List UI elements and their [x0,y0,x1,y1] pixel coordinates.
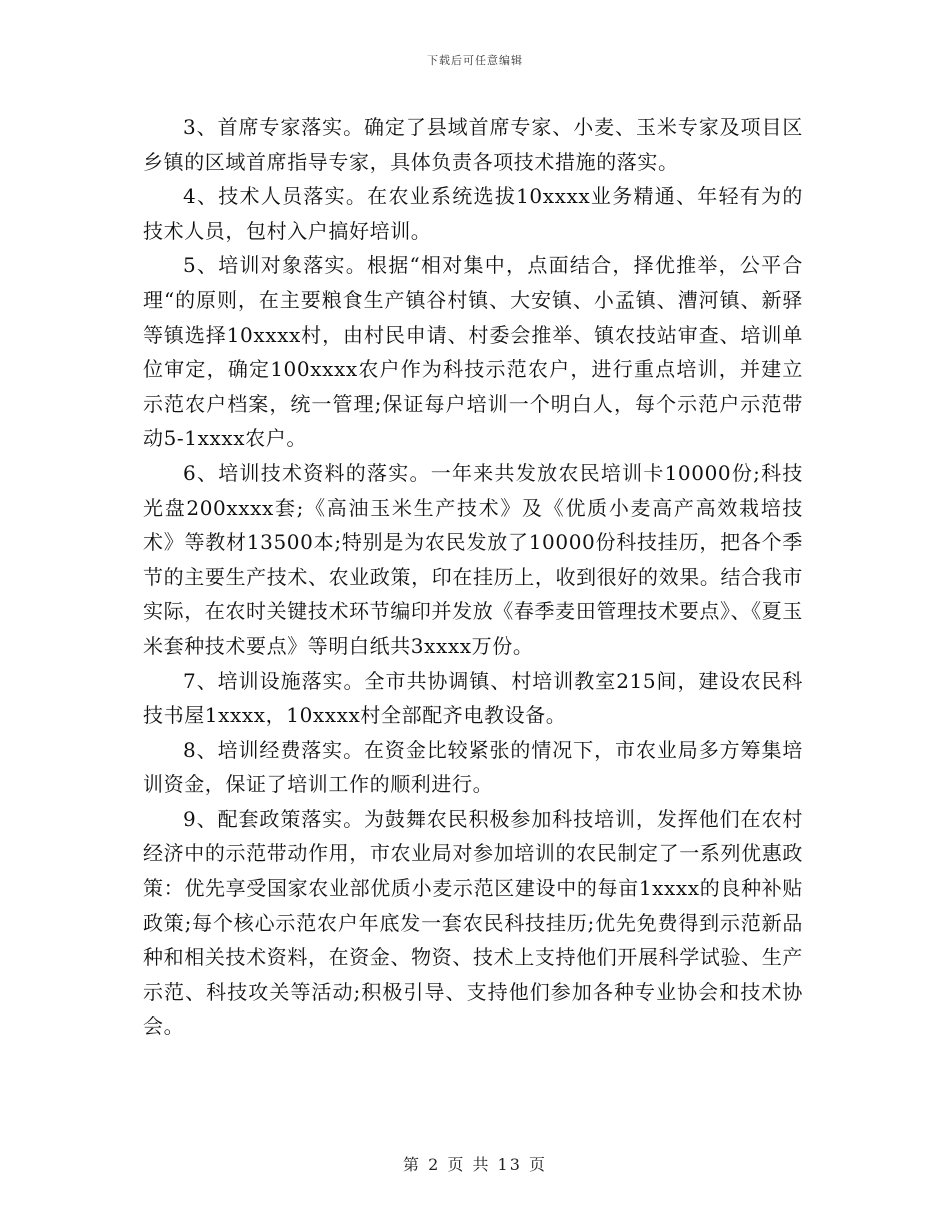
paragraph-4-technical-staff: 4、技术人员落实。在农业系统选拔10xxxx业务精通、年轻有为的技术人员，包村入户搞好培训。 [143,184,803,243]
paragraph-6-training-materials: 6、培训技术资料的落实。一年来共发放农民培训卡10000份;科技光盘200xxxx套;《高油玉米生产技术》及《优质小麦高产高效栽培技术》等教材13500本;特别是为农民发放了10000份科技挂历，把各个季节的主要生产技术、农业政策，印在挂历上，收到很好的效果。结合我市实际，在农时关键技术环节编印并发放《春季麦田管理技术要点》、《夏玉米套种技术要点》等明白纸共3xxxx万份。 [143,460,803,658]
document-body [143,110,803,1044]
paragraph-5-training-targets: 5、培训对象落实。根据“相对集中，点面结合，择优推举，公平合理“的原则，在主要粮食生产镇谷村镇、大安镇、小孟镇、漕河镇、新驿等镇选择10xxxx村，由村民申请、村委会推举、镇农技站审查、培训单位审定，确定100xxxx农户作为科技示范农户，进行重点培训，并建立示范农户档案，统一管理;保证每户培训一个明白人，每个示范户示范带动5-1xxxx农户。 [143,253,803,451]
paragraph-7-training-facilities: 7、培训设施落实。全市共协调镇、村培训教室215间，建设农民科技书屋1xxxx，10xxxx村全部配齐电教设备。 [143,668,803,728]
paragraph-9-supporting-policies: 9、配套政策落实。为鼓舞农民积极参加科技培训，发挥他们在农村经济中的示范带动作用，市农业局对参加培训的农民制定了一系列优惠政策：优先享受国家农业部优质小麦示范区建设中的每亩1xxxx的良种补贴政策;每个核心示范农户年底发一套农民科技挂历;优先免费得到示范新品种和相关技术资料，在资金、物资、技术上支持他们开展科学试验、生产示范、科技攻关等活动;积极引导、支持他们参加各种专业协会和技术协会。 [143,806,803,1039]
paragraph-3-chief-experts: 3、首席专家落实。确定了县域首席专家、小麦、玉米专家及项目区乡镇的区域首席指导专家，具体负责各项技术措施的落实。 [143,115,803,174]
paragraph-8-training-funds: 8、培训经费落实。在资金比较紧张的情况下，市农业局多方筹集培训资金，保证了培训工作的顺利进行。 [143,737,803,797]
page-number-footer: 第 2 页 共 13 页 [403,1155,547,1174]
page-header: 下载后可任意编辑 [427,54,523,67]
